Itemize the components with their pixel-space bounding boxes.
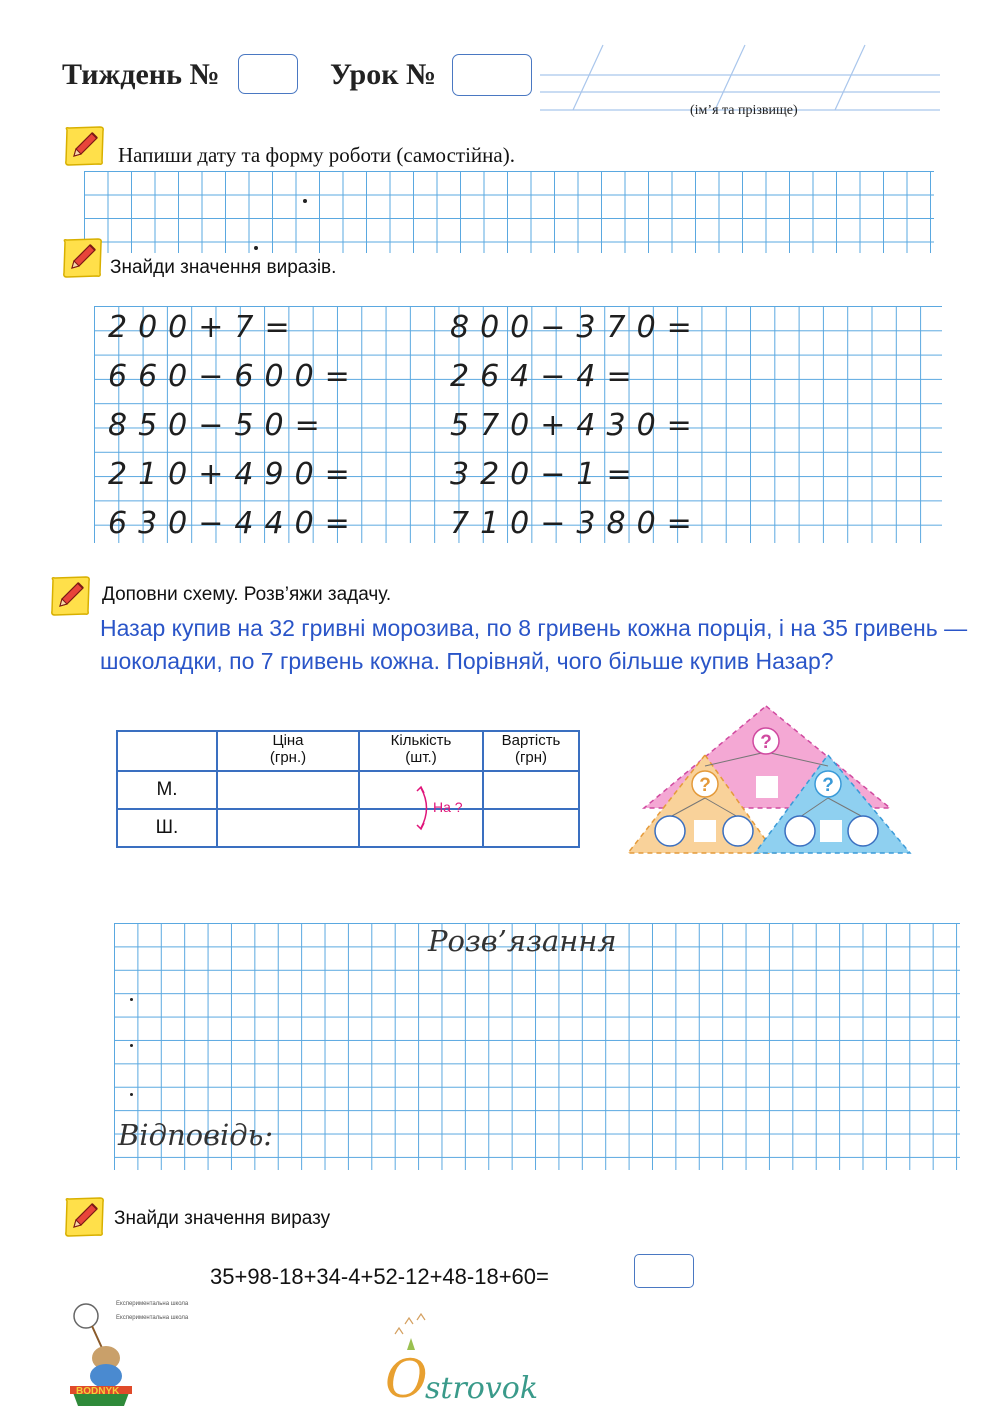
expression-left-3: 850−50=: [108, 408, 331, 443]
name-caption: (ім’я та прізвище): [690, 103, 798, 118]
expression-right-4: 320−1=: [450, 457, 643, 492]
unknown-mark: ?: [760, 732, 772, 753]
answer-label: Відповідь:: [118, 1118, 274, 1152]
square-slot[interactable]: [756, 776, 778, 798]
publisher-line-2: Експериментальна школа: [116, 1315, 189, 1321]
grid-dot: [130, 998, 133, 1001]
pencil-icon: [60, 236, 104, 280]
expression-right-3: 570+430=: [450, 408, 703, 443]
number-circle[interactable]: [848, 816, 878, 846]
number-circle[interactable]: [655, 816, 685, 846]
brand-logo-text: strovok: [425, 1371, 539, 1406]
pencil-icon: [62, 124, 106, 168]
pencil-icon: [62, 1195, 106, 1239]
lesson-label: Урок №: [330, 58, 437, 91]
table-header-price: Ціна (грн.): [217, 731, 359, 771]
task1-instruction: Напиши дату та форму роботи (самостійна).: [118, 143, 515, 167]
date-grid[interactable]: [84, 171, 934, 253]
number-circle[interactable]: [785, 816, 815, 846]
grid-dot: [130, 1093, 133, 1096]
table-header-total: Вартість (грн): [483, 731, 579, 771]
square-slot[interactable]: [694, 820, 716, 842]
brand-initial: O: [385, 1350, 428, 1410]
compare-arrow-icon: [412, 785, 434, 831]
triangle-scheme: [620, 700, 920, 860]
long-expression: 35+98-18+34-4+52-12+48-18+60=: [210, 1264, 549, 1289]
table-header-count: Кількість (шт.): [359, 731, 483, 771]
week-label: Тиждень №: [62, 58, 220, 91]
scheme-table: [116, 730, 580, 848]
compare-label: На ?: [433, 799, 463, 815]
unknown-mark: ?: [699, 775, 711, 796]
expression-left-1: 200+7=: [108, 310, 301, 345]
grid-dot: [130, 1044, 133, 1047]
lesson-number-field[interactable]: [452, 54, 532, 96]
row-label-sh: Ш.: [117, 809, 217, 847]
problem-text: Назар купив на 32 гривні морозива, по 8 гривень кожна порція, і на 35 гривень — шоколадки, по 7 гривень кожна. Порівняй, чого більше купив Назар?: [100, 615, 968, 674]
grid-dot: [303, 199, 307, 203]
number-circle[interactable]: [723, 816, 753, 846]
answer-field[interactable]: [634, 1254, 694, 1288]
task4-instruction: Знайди значення виразу: [114, 1208, 331, 1229]
expression-right-1: 800−370=: [450, 310, 703, 345]
solution-title: Розв’язання: [428, 924, 617, 958]
row-label-m: М.: [117, 771, 217, 809]
task2-instruction: Знайди значення виразів.: [110, 257, 337, 278]
week-number-field[interactable]: [238, 54, 298, 94]
task3-instruction: Доповни схему. Розв’яжи задачу.: [102, 584, 392, 605]
expression-left-4: 210+490=: [108, 457, 361, 492]
pencil-icon: [48, 574, 92, 618]
expression-right-5: 710−380=: [450, 506, 703, 541]
cell-total-sh[interactable]: [483, 809, 579, 847]
cell-price-sh[interactable]: [217, 809, 359, 847]
cell-price-m[interactable]: [217, 771, 359, 809]
cell-total-m[interactable]: [483, 771, 579, 809]
grid-dot: [254, 246, 258, 250]
publisher-line-1: Експериментальна школа: [116, 1301, 189, 1307]
publisher-logo-text: BODNYK: [76, 1386, 120, 1397]
expression-left-5: 630−440=: [108, 506, 361, 541]
expression-right-2: 264−4=: [450, 359, 643, 394]
expression-left-2: 660−600=: [108, 359, 361, 394]
table-corner-cell: [117, 731, 217, 771]
unknown-mark: ?: [822, 775, 834, 796]
square-slot[interactable]: [820, 820, 842, 842]
